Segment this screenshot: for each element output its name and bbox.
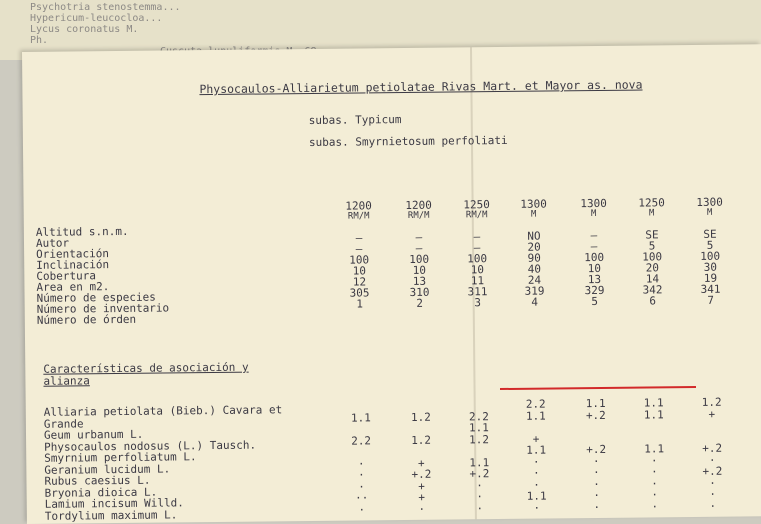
species-row-label: Rubus caesius L. [44, 473, 151, 488]
header-row-value: 1 [356, 297, 364, 311]
species-row-label: Geranium lucidum L. [44, 461, 171, 477]
column-header [574, 198, 614, 219]
header-row-value: 342 [642, 283, 663, 297]
species-abundance-value: 1.1 [469, 455, 490, 469]
species-abundance-value: 1.1 [643, 407, 664, 422]
header-row-value: 100 [349, 253, 370, 267]
header-row-value: 40 [527, 262, 541, 276]
header-row-value: 100 [467, 252, 488, 266]
species-abundance-value: · [476, 478, 483, 492]
species-abundance-value: · [651, 499, 659, 513]
species-abundance-value: 1.1 [585, 396, 606, 411]
species-abundance-value: · [593, 477, 600, 491]
column-altitude: 1300 [520, 197, 547, 211]
header-row-value: 7 [707, 293, 715, 307]
column-header [514, 198, 554, 219]
species-abundance-value: 1.1 [525, 409, 546, 423]
header-row-value: – [415, 230, 423, 244]
header-row-value: 24 [527, 273, 542, 287]
header-row-value: – [473, 230, 481, 244]
header-row-value: – [473, 241, 481, 255]
header-row-value: 20 [645, 261, 659, 275]
header-row-value: 311 [467, 285, 488, 299]
column-header [399, 200, 439, 221]
species-abundance-value: +.2 [469, 467, 490, 481]
column-altitude: 1200 [405, 198, 432, 212]
header-row-value: – [355, 231, 363, 245]
species-abundance-value: · [650, 453, 658, 467]
column-altitude: 1300 [580, 196, 607, 211]
species-abundance-value: +.2 [702, 464, 723, 478]
header-row-value: 100 [700, 249, 721, 263]
header-row-value: 20 [527, 240, 541, 254]
header-row-value: 100 [409, 252, 430, 266]
back-text-line: Hypericum-leucocloa... [30, 13, 163, 24]
species-abundance-value: +.2 [585, 408, 606, 422]
species-abundance-value: · [709, 499, 717, 513]
header-row-value: 30 [703, 260, 717, 274]
column-header [457, 199, 497, 220]
species-abundance-value: +.2 [586, 442, 607, 457]
species-abundance-value: · [476, 501, 484, 515]
species-abundance-value: 2.2 [468, 409, 489, 423]
species-abundance-value: · [533, 478, 540, 492]
header-row-value: SE [645, 228, 659, 242]
species-abundance-value: · [651, 476, 658, 490]
header-row-value: 13 [412, 274, 427, 288]
header-row-value: 14 [645, 272, 660, 286]
column-unit: M [530, 209, 537, 220]
species-abundance-value: +.2 [411, 467, 432, 481]
header-row-value: 10 [352, 264, 367, 278]
species-abundance-value: · [476, 490, 484, 504]
species-abundance-value: · [651, 465, 658, 479]
column-header [632, 197, 672, 218]
header-row-value: 5 [706, 238, 714, 252]
header-row-value: NO [527, 229, 541, 243]
back-text-line: Psychotria stenostemma... [30, 2, 181, 13]
species-abundance-value: · [593, 500, 601, 514]
header-row-value: 305 [349, 286, 370, 300]
species-row-label: Tordylium maximum L. [44, 507, 178, 523]
column-unit: RM/M [347, 211, 370, 222]
species-abundance-value: 1.1 [643, 396, 664, 410]
species-abundance-value: · [592, 454, 600, 468]
species-row-label: Bryonia dioica L. [44, 485, 158, 500]
back-text-line: Lycus coronatus M. [30, 24, 139, 35]
column-altitude: 1200 [345, 199, 372, 213]
header-row-label: Orientación [36, 247, 110, 261]
header-row-value: – [590, 228, 598, 243]
header-row-value: 341 [700, 282, 721, 296]
header-row-value: – [590, 239, 598, 254]
species-abundance-value: · [533, 501, 541, 515]
column-unit: M [648, 208, 655, 219]
header-row-value: 319 [524, 284, 545, 298]
species-row-label: Grande [43, 416, 84, 431]
header-row-value: 100 [584, 250, 605, 265]
header-row-value: 11 [470, 274, 485, 288]
species-abundance-value: · [709, 476, 716, 490]
species-row-label: Smyrnium perfoliatum L. [44, 450, 197, 465]
header-row-label: Número de inventario [36, 301, 170, 316]
species-abundance-value: + [418, 479, 425, 493]
species-row-label: Geum urbanum L. [43, 427, 144, 442]
header-row-value: 10 [470, 263, 484, 277]
species-abundance-value: 1.1 [526, 489, 547, 503]
header-row-label: Area en m2. [36, 280, 110, 294]
header-row-label: Inclinación [36, 258, 110, 272]
species-abundance-value: · [708, 453, 716, 467]
header-row-value: 5 [591, 294, 599, 309]
species-abundance-value: · [358, 502, 366, 517]
species-abundance-value: 1.1 [526, 443, 547, 457]
header-row-value: 12 [352, 275, 367, 289]
species-abundance-value: 1.1 [350, 410, 371, 425]
header-row-value: – [355, 242, 363, 256]
column-unit: RM/M [465, 210, 488, 221]
column-unit: M [590, 208, 597, 220]
species-abundance-value: · [532, 455, 540, 469]
species-abundance-value: · [533, 466, 540, 480]
species-abundance-value: · [651, 488, 659, 502]
species-abundance-value: · [709, 487, 717, 501]
header-row-label: Número de órden [36, 312, 137, 327]
species-abundance-value: · [418, 502, 426, 516]
species-abundance-value: 1.1 [468, 421, 489, 435]
species-row-label: Lamium incisum Willd. [44, 496, 184, 511]
column-altitude: 1250 [638, 196, 665, 210]
species-abundance-value: · [593, 488, 601, 503]
header-row-value: 6 [649, 294, 657, 308]
subassociation-label: subas. Typicum [308, 113, 402, 128]
column-altitude: 1250 [463, 198, 490, 212]
header-row-label: Altitud s.n.m. [35, 224, 129, 239]
table-title: Physocaulos-Alliarietum petiolatae Rivas Mart. et Mayor as. nova [199, 77, 643, 97]
species-abundance-value: + [418, 490, 426, 504]
header-row-value: 329 [584, 283, 605, 298]
species-abundance-value: 1.2 [701, 395, 722, 409]
header-row-value: 100 [642, 250, 663, 264]
header-row-value: 4 [531, 295, 539, 309]
species-abundance-value: ·· [354, 491, 369, 505]
header-row-value: 10 [587, 261, 601, 276]
document-page [22, 44, 761, 524]
species-abundance-value: 2.2 [351, 433, 372, 448]
species-abundance-value: · [358, 468, 365, 482]
header-row-label: Autor [35, 236, 70, 250]
header-row-value: SE [703, 227, 717, 241]
subassociation-label: subas. Smyrnietosum perfoliati [308, 133, 508, 149]
species-abundance-value: + [417, 456, 425, 470]
header-row-value: 13 [587, 272, 602, 287]
header-row-value: 19 [703, 271, 718, 285]
header-row-label: Número de especies [36, 290, 156, 305]
column-header [690, 197, 730, 218]
species-row-label: Physocaulos nodosus (L.) Tausch. [44, 438, 257, 454]
header-row-value: 90 [527, 251, 541, 265]
species-abundance-value: 1.1 [644, 442, 665, 456]
species-abundance-value: 1.2 [411, 433, 432, 447]
species-abundance-value: · [593, 465, 600, 480]
species-abundance-value: 1.2 [469, 432, 490, 446]
species-abundance-value: · [358, 479, 365, 494]
header-row-value: 2 [416, 296, 424, 310]
header-row-value: 310 [409, 285, 430, 299]
column-unit: M [706, 207, 713, 218]
header-row-value: – [415, 241, 423, 255]
header-row-label: Cobertura [36, 269, 97, 283]
species-row-label: Alliaria petiolata (Bieb.) Cavara et [43, 403, 283, 419]
column-header [339, 200, 379, 221]
back-text-line: Ph. [30, 35, 49, 46]
section-heading: alianza [43, 374, 90, 388]
species-abundance-value: · [357, 456, 365, 471]
species-abundance-value: 1.2 [410, 410, 431, 424]
species-abundance-value: + [708, 407, 716, 421]
column-altitude: 1300 [696, 195, 723, 209]
header-row-value: 10 [412, 263, 427, 277]
species-abundance-value: + [532, 432, 540, 446]
header-row-value: 5 [648, 239, 656, 253]
column-unit: RM/M [407, 210, 430, 221]
header-row-value: 3 [474, 296, 482, 310]
species-abundance-value: 2.2 [525, 397, 546, 411]
section-heading: Características de asociación y [43, 360, 249, 376]
species-abundance-value: +.2 [702, 441, 723, 455]
